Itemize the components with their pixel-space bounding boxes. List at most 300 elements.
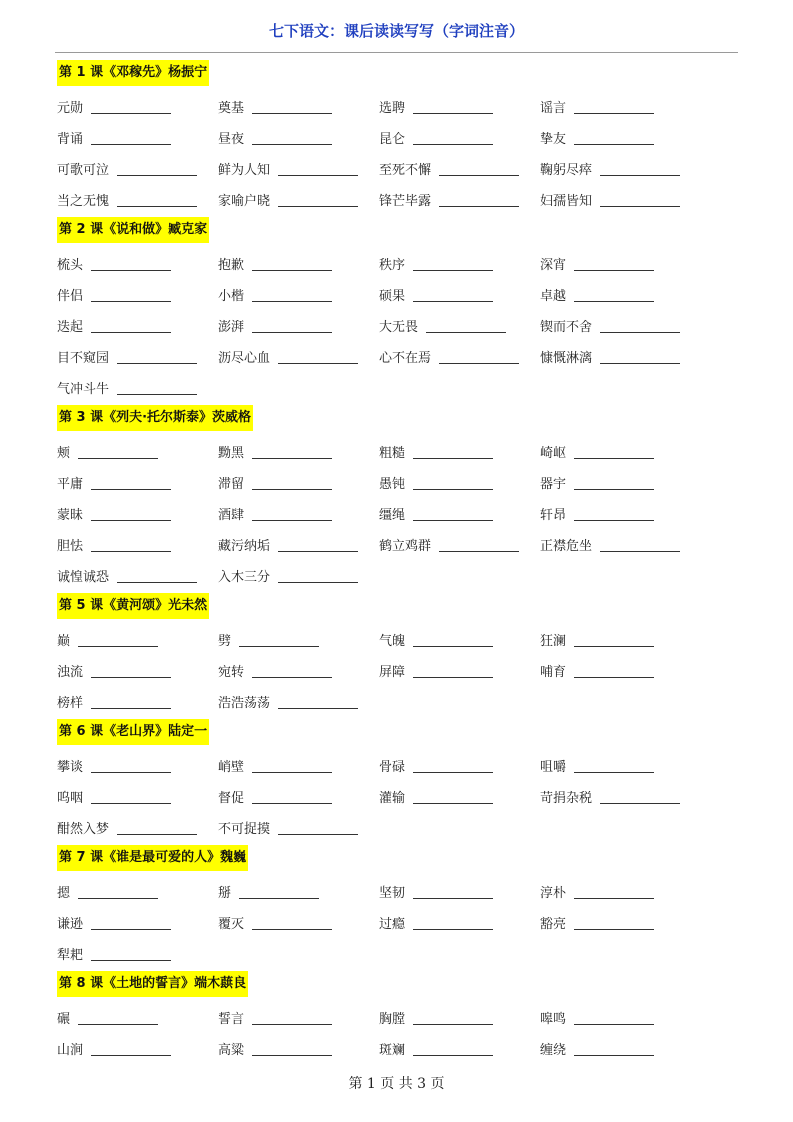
word-text: 缰绳 [379, 508, 406, 523]
answer-blank[interactable] [600, 319, 680, 333]
word-text: 昼夜 [218, 132, 245, 147]
word-row [57, 372, 747, 403]
answer-blank[interactable] [278, 538, 358, 552]
answer-blank[interactable] [78, 445, 158, 459]
word-text: 澎湃 [218, 320, 245, 335]
word-item [57, 378, 218, 397]
word-row [57, 686, 747, 717]
word-item [540, 285, 701, 304]
word-text: 至死不懈 [379, 163, 432, 178]
word-item [218, 913, 379, 932]
word-text: 浩浩荡荡 [218, 696, 271, 711]
word-text: 昆仑 [379, 132, 406, 147]
answer-blank[interactable] [78, 633, 158, 647]
word-item [218, 442, 379, 461]
word-item [379, 159, 540, 178]
answer-blank[interactable] [278, 569, 358, 583]
answer-blank[interactable] [117, 569, 197, 583]
word-row [57, 122, 747, 153]
word-item [540, 473, 701, 492]
word-item [379, 661, 540, 680]
lesson-heading: 第 5 课《黄河颂》光未然 [57, 593, 209, 619]
word-item [57, 442, 218, 461]
word-text: 沥尽心血 [218, 351, 271, 366]
word-text: 气冲斗牛 [57, 382, 110, 397]
word-item [540, 190, 701, 209]
answer-blank[interactable] [413, 1042, 493, 1056]
answer-blank[interactable] [600, 790, 680, 804]
word-item [218, 692, 379, 711]
word-text: 谣言 [540, 101, 567, 116]
word-item [379, 882, 540, 901]
word-text: 奠基 [218, 101, 245, 116]
answer-blank[interactable] [252, 1042, 332, 1056]
answer-blank[interactable] [413, 664, 493, 678]
word-item [540, 630, 701, 649]
word-item [218, 1008, 379, 1027]
answer-blank[interactable] [252, 100, 332, 114]
answer-blank[interactable] [117, 381, 197, 395]
answer-blank[interactable] [278, 350, 358, 364]
word-item [57, 882, 218, 901]
word-text: 督促 [218, 791, 245, 806]
answer-blank[interactable] [413, 476, 493, 490]
word-item [57, 190, 218, 209]
word-item [540, 442, 701, 461]
answer-blank[interactable] [574, 507, 654, 521]
word-item [540, 787, 701, 806]
word-item [57, 787, 218, 806]
word-text: 谦逊 [57, 917, 84, 932]
word-text: 大无畏 [379, 320, 419, 335]
word-item [540, 882, 701, 901]
word-text: 咀嚼 [540, 760, 567, 775]
word-text: 攀谈 [57, 760, 84, 775]
answer-blank[interactable] [413, 445, 493, 459]
word-text: 梳头 [57, 258, 84, 273]
word-text: 屏障 [379, 665, 406, 680]
answer-blank[interactable] [91, 790, 171, 804]
answer-blank[interactable] [413, 257, 493, 271]
word-item [57, 504, 218, 523]
word-text: 诚惶诚恐 [57, 570, 110, 585]
answer-blank[interactable] [91, 507, 171, 521]
word-item [218, 630, 379, 649]
answer-blank[interactable] [252, 131, 332, 145]
word-row [57, 655, 747, 686]
answer-blank[interactable] [91, 664, 171, 678]
answer-blank[interactable] [91, 947, 171, 961]
word-text: 颊 [57, 446, 71, 461]
word-item [218, 1039, 379, 1058]
word-item [57, 661, 218, 680]
word-row [57, 341, 747, 372]
word-text: 豁亮 [540, 917, 567, 932]
word-row [57, 624, 747, 655]
answer-blank[interactable] [278, 193, 358, 207]
word-item [218, 159, 379, 178]
answer-blank[interactable] [252, 759, 332, 773]
word-item [57, 285, 218, 304]
word-text: 妇孺皆知 [540, 194, 593, 209]
word-row [57, 153, 747, 184]
answer-blank[interactable] [91, 131, 171, 145]
word-text: 犁耙 [57, 948, 84, 963]
word-row [57, 781, 747, 812]
word-item [379, 473, 540, 492]
word-item [57, 316, 218, 335]
answer-blank[interactable] [574, 288, 654, 302]
word-text: 当之无愧 [57, 194, 110, 209]
word-text: 伴侣 [57, 289, 84, 304]
word-item [379, 535, 540, 554]
word-item [218, 285, 379, 304]
answer-blank[interactable] [600, 193, 680, 207]
answer-blank[interactable] [252, 288, 332, 302]
word-text: 高粱 [218, 1043, 245, 1058]
word-text: 鲜为人知 [218, 163, 271, 178]
word-item [218, 661, 379, 680]
word-item [218, 190, 379, 209]
word-item [540, 254, 701, 273]
answer-blank[interactable] [413, 790, 493, 804]
word-item [379, 787, 540, 806]
word-text: 骨碌 [379, 760, 406, 775]
word-text: 苛捐杂税 [540, 791, 593, 806]
word-row [57, 938, 747, 969]
header-rule [55, 52, 738, 53]
answer-blank[interactable] [413, 916, 493, 930]
word-item [57, 944, 218, 963]
answer-blank[interactable] [91, 695, 171, 709]
word-item [379, 913, 540, 932]
word-text: 碾 [57, 1012, 71, 1027]
word-item [57, 630, 218, 649]
word-text: 黝黑 [218, 446, 245, 461]
answer-blank[interactable] [600, 162, 680, 176]
answer-blank[interactable] [278, 695, 358, 709]
word-item [57, 128, 218, 147]
answer-blank[interactable] [574, 759, 654, 773]
answer-blank[interactable] [413, 633, 493, 647]
answer-blank[interactable] [413, 759, 493, 773]
word-text: 胸膛 [379, 1012, 406, 1027]
word-text: 酣然入梦 [57, 822, 110, 837]
lesson-section [57, 843, 747, 969]
answer-blank[interactable] [252, 916, 332, 930]
answer-blank[interactable] [252, 476, 332, 490]
word-text: 背诵 [57, 132, 84, 147]
word-row [57, 1033, 747, 1064]
word-row [57, 279, 747, 310]
answer-blank[interactable] [574, 445, 654, 459]
answer-blank[interactable] [574, 1042, 654, 1056]
word-item [540, 128, 701, 147]
word-item [57, 818, 218, 837]
word-item [379, 347, 540, 366]
word-text: 坚韧 [379, 886, 406, 901]
answer-blank[interactable] [252, 257, 332, 271]
word-item [57, 692, 218, 711]
word-text: 灌输 [379, 791, 406, 806]
word-item [218, 97, 379, 116]
word-item [57, 97, 218, 116]
word-item [540, 347, 701, 366]
answer-blank[interactable] [574, 257, 654, 271]
answer-blank[interactable] [117, 350, 197, 364]
answer-blank[interactable] [600, 538, 680, 552]
answer-blank[interactable] [574, 885, 654, 899]
word-item [540, 913, 701, 932]
word-item [540, 1039, 701, 1058]
word-text: 选聘 [379, 101, 406, 116]
lesson-section [57, 591, 747, 717]
word-text: 劈 [218, 634, 232, 649]
word-text: 硕果 [379, 289, 406, 304]
word-item [218, 818, 379, 837]
answer-blank[interactable] [117, 162, 197, 176]
word-text: 入木三分 [218, 570, 271, 585]
word-row [57, 498, 747, 529]
word-text: 鞠躬尽瘁 [540, 163, 593, 178]
page-title: 七下语文：课后读读写写（字词注音） [268, 22, 524, 40]
word-text: 锲而不舍 [540, 320, 593, 335]
word-text: 酒肆 [218, 508, 245, 523]
word-text: 粗糙 [379, 446, 406, 461]
word-item [379, 285, 540, 304]
lesson-section [57, 215, 747, 403]
word-text: 山涧 [57, 1043, 84, 1058]
word-row [57, 529, 747, 560]
word-text: 胆怯 [57, 539, 84, 554]
answer-blank[interactable] [91, 538, 171, 552]
word-text: 元勋 [57, 101, 84, 116]
answer-blank[interactable] [600, 350, 680, 364]
answer-blank[interactable] [413, 885, 493, 899]
word-item [218, 254, 379, 273]
word-text: 卓越 [540, 289, 567, 304]
word-text: 深宵 [540, 258, 567, 273]
word-text: 狂澜 [540, 634, 567, 649]
word-item [540, 97, 701, 116]
word-row [57, 812, 747, 843]
word-item [379, 254, 540, 273]
word-text: 峭壁 [218, 760, 245, 775]
word-text: 小楷 [218, 289, 245, 304]
word-item [57, 254, 218, 273]
word-text: 掰 [218, 886, 232, 901]
word-text: 不可捉摸 [218, 822, 271, 837]
word-item [218, 787, 379, 806]
answer-blank[interactable] [252, 445, 332, 459]
answer-blank[interactable] [117, 821, 197, 835]
answer-blank[interactable] [426, 319, 506, 333]
word-row [57, 184, 747, 215]
answer-blank[interactable] [574, 664, 654, 678]
answer-blank[interactable] [252, 319, 332, 333]
word-text: 斑斓 [379, 1043, 406, 1058]
answer-blank[interactable] [252, 507, 332, 521]
word-item [218, 473, 379, 492]
lesson-heading: 第 2 课《说和做》臧克家 [57, 217, 209, 243]
answer-blank[interactable] [91, 257, 171, 271]
answer-blank[interactable] [91, 759, 171, 773]
word-row [57, 467, 747, 498]
word-item [379, 97, 540, 116]
word-item [540, 316, 701, 335]
answer-blank[interactable] [252, 1011, 332, 1025]
word-text: 榜样 [57, 696, 84, 711]
word-item [379, 316, 540, 335]
word-text: 巅 [57, 634, 71, 649]
word-text: 呜咽 [57, 791, 84, 806]
answer-blank[interactable] [413, 507, 493, 521]
word-row [57, 436, 747, 467]
lesson-heading: 第 8 课《土地的誓言》端木蕻良 [57, 971, 248, 997]
word-item [57, 535, 218, 554]
word-text: 器宇 [540, 477, 567, 492]
word-text: 覆灭 [218, 917, 245, 932]
lesson-section [57, 969, 747, 1064]
word-item [57, 1039, 218, 1058]
answer-blank[interactable] [413, 288, 493, 302]
answer-blank[interactable] [439, 350, 519, 364]
page-number: 第 1 页 共 3 页 [348, 1076, 445, 1092]
word-item [57, 159, 218, 178]
word-item [540, 504, 701, 523]
word-row [57, 91, 747, 122]
word-item [379, 442, 540, 461]
answer-blank[interactable] [439, 538, 519, 552]
lesson-section [57, 403, 747, 591]
word-text: 嗥鸣 [540, 1012, 567, 1027]
word-text: 缠绕 [540, 1043, 567, 1058]
answer-blank[interactable] [278, 162, 358, 176]
answer-blank[interactable] [574, 100, 654, 114]
word-text: 蒙昧 [57, 508, 84, 523]
answer-blank[interactable] [574, 476, 654, 490]
word-item [540, 661, 701, 680]
word-text: 正襟危坐 [540, 539, 593, 554]
word-item [540, 1008, 701, 1027]
word-row [57, 310, 747, 341]
answer-blank[interactable] [574, 916, 654, 930]
word-item [218, 535, 379, 554]
answer-blank[interactable] [413, 1011, 493, 1025]
word-text: 目不窥园 [57, 351, 110, 366]
word-text: 心不在焉 [379, 351, 432, 366]
word-text: 过瘾 [379, 917, 406, 932]
word-row [57, 876, 747, 907]
answer-blank[interactable] [439, 162, 519, 176]
answer-blank[interactable] [117, 193, 197, 207]
word-text: 摁 [57, 886, 71, 901]
word-text: 哺育 [540, 665, 567, 680]
answer-blank[interactable] [91, 288, 171, 302]
word-item [57, 913, 218, 932]
word-text: 秩序 [379, 258, 406, 273]
word-text: 滞留 [218, 477, 245, 492]
word-text: 迭起 [57, 320, 84, 335]
word-item [218, 504, 379, 523]
word-item [218, 882, 379, 901]
word-item [379, 128, 540, 147]
word-item [57, 756, 218, 775]
word-text: 抱歉 [218, 258, 245, 273]
word-row [57, 750, 747, 781]
answer-blank[interactable] [574, 1011, 654, 1025]
word-item [379, 1008, 540, 1027]
word-text: 气魄 [379, 634, 406, 649]
lesson-section [57, 717, 747, 843]
word-item [57, 1008, 218, 1027]
word-item [57, 347, 218, 366]
word-text: 平庸 [57, 477, 84, 492]
word-item [379, 756, 540, 775]
answer-blank[interactable] [91, 1042, 171, 1056]
answer-blank[interactable] [252, 664, 332, 678]
word-text: 轩昂 [540, 508, 567, 523]
answer-blank[interactable] [413, 131, 493, 145]
answer-blank[interactable] [239, 633, 319, 647]
answer-blank[interactable] [252, 790, 332, 804]
word-text: 宛转 [218, 665, 245, 680]
answer-blank[interactable] [91, 319, 171, 333]
word-item [540, 159, 701, 178]
lesson-heading: 第 7 课《谁是最可爱的人》魏巍 [57, 845, 248, 871]
word-item [218, 756, 379, 775]
word-item [540, 756, 701, 775]
answer-blank[interactable] [91, 100, 171, 114]
answer-blank[interactable] [239, 885, 319, 899]
word-item [57, 566, 218, 585]
word-row [57, 1002, 747, 1033]
answer-blank[interactable] [91, 916, 171, 930]
answer-blank[interactable] [91, 476, 171, 490]
word-item [218, 128, 379, 147]
answer-blank[interactable] [574, 633, 654, 647]
word-row [57, 907, 747, 938]
word-item [57, 473, 218, 492]
answer-blank[interactable] [439, 193, 519, 207]
word-item [218, 316, 379, 335]
word-item [218, 347, 379, 366]
word-row [57, 560, 747, 591]
answer-blank[interactable] [413, 100, 493, 114]
answer-blank[interactable] [278, 821, 358, 835]
word-text: 愚钝 [379, 477, 406, 492]
word-text: 誓言 [218, 1012, 245, 1027]
word-text: 可歌可泣 [57, 163, 110, 178]
word-text: 家喻户晓 [218, 194, 271, 209]
lesson-heading: 第 6 课《老山界》陆定一 [57, 719, 209, 745]
word-text: 浊流 [57, 665, 84, 680]
word-item [379, 190, 540, 209]
lesson-heading: 第 1 课《邓稼先》杨振宁 [57, 60, 209, 86]
word-item [379, 1039, 540, 1058]
word-text: 慷慨淋漓 [540, 351, 593, 366]
lesson-section [57, 58, 747, 215]
word-item [540, 535, 701, 554]
answer-blank[interactable] [78, 1011, 158, 1025]
word-text: 藏污纳垢 [218, 539, 271, 554]
word-text: 锋芒毕露 [379, 194, 432, 209]
lesson-heading: 第 3 课《列夫·托尔斯泰》茨威格 [57, 405, 253, 431]
answer-blank[interactable] [78, 885, 158, 899]
word-text: 淳朴 [540, 886, 567, 901]
word-row [57, 248, 747, 279]
answer-blank[interactable] [574, 131, 654, 145]
